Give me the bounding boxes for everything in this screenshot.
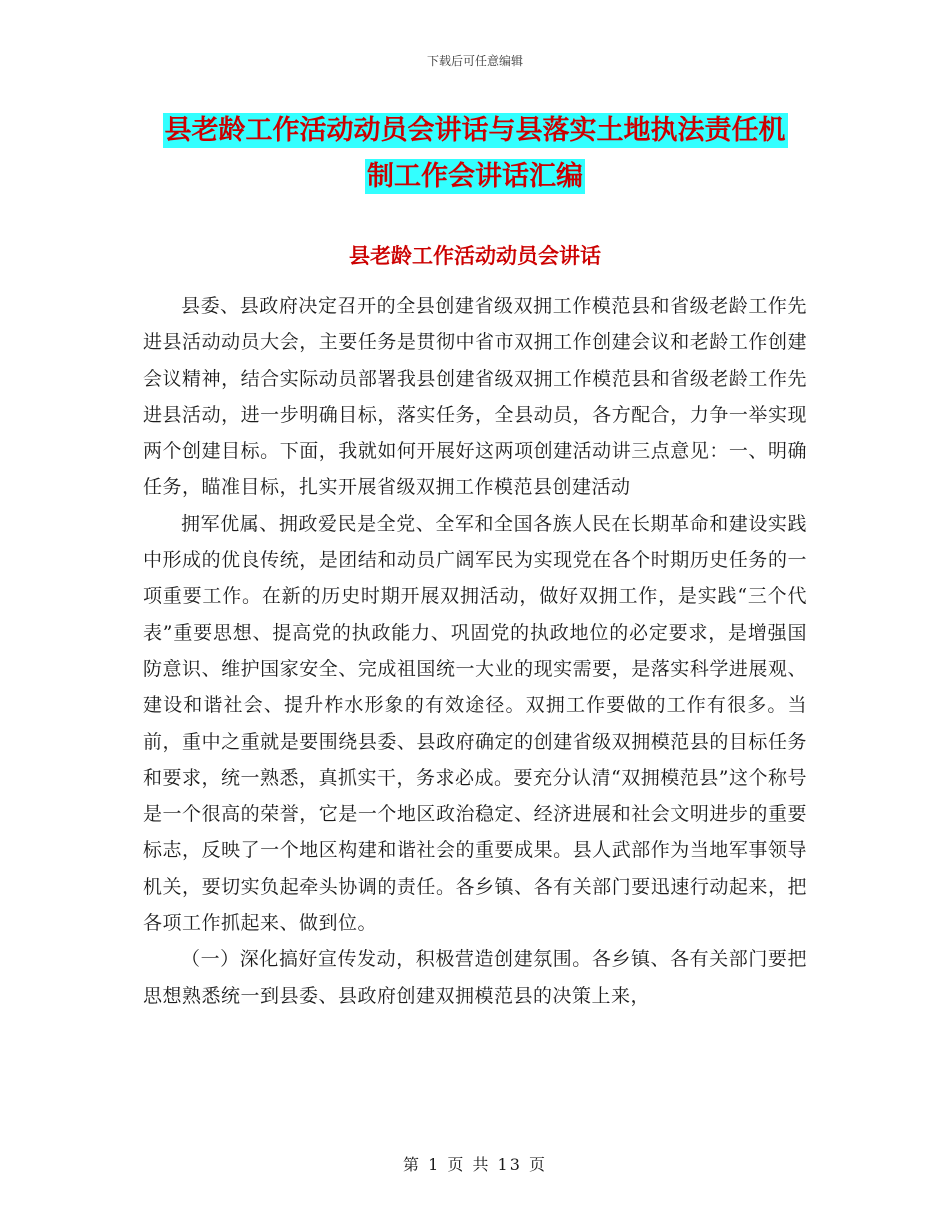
document-title-line-1: 县老龄工作活动动员会讲话与县落实土地执法责任机 [164, 115, 786, 146]
section-title: 县老龄工作活动动员会讲话 [349, 243, 601, 268]
document-body [143, 288, 807, 1014]
paragraph: （一）深化搞好宣传发动，积极营造创建氛围。各乡镇、各有关部门要把思想熟悉统一到县委、县政府创建双拥模范县的决策上来， [143, 948, 807, 1007]
paragraph: 拥军优属、拥政爱民是全党、全军和全国各族人民在长期革命和建设实践中形成的优良传统，是团结和动员广阔军民为实现党在各个时期历史任务的一项重要工作。在新的历史时期开展双拥活动，做好双拥工作，是实践“三个代表”重要思想、提高党的执政能力、巩固党的执政地位的必定要求，是增强国防意识、维护国家安全、完成祖国统一大业的现实需要，是落实科学进展观、建设和谐社会、提升柞水形象的有效途径。双拥工作要做的工作有很多。当前，重中之重就是要围绕县委、县政府确定的创建省级双拥模范县的目标任务和要求，统一熟悉，真抓实干，务求必成。要充分认清“双拥模范县”这个称号是一个很高的荣誉，它是一个地区政治稳定、经济进展和社会文明进步的重要标志，反映了一个地区构建和谐社会的重要成果。县人武部作为当地军事领导机关，要切实负起牵头协调的责任。各乡镇、各有关部门要迅速行动起来，把各项工作抓起来、做到位。 [143, 512, 807, 935]
page-footer: 第 1 页 共 13 页 [403, 1155, 547, 1174]
paragraph: 县委、县政府决定召开的全县创建省级双拥工作模范县和省级老龄工作先进县活动动员大会，主要任务是贯彻中省市双拥工作创建会议和老龄工作创建会议精神，结合实际动员部署我县创建省级双拥工作模范县和省级老龄工作先进县活动，进一步明确目标，落实任务，全县动员，各方配合，力争一举实现两个创建目标。下面，我就如何开展好这两项创建活动讲三点意见：一、明确任务，瞄准目标，扎实开展省级双拥工作模范县创建活动 [143, 295, 807, 499]
document-title-line-2: 制工作会讲话汇编 [367, 161, 583, 192]
document-title [150, 108, 800, 200]
header-note: 下载后可任意编辑 [426, 54, 523, 68]
